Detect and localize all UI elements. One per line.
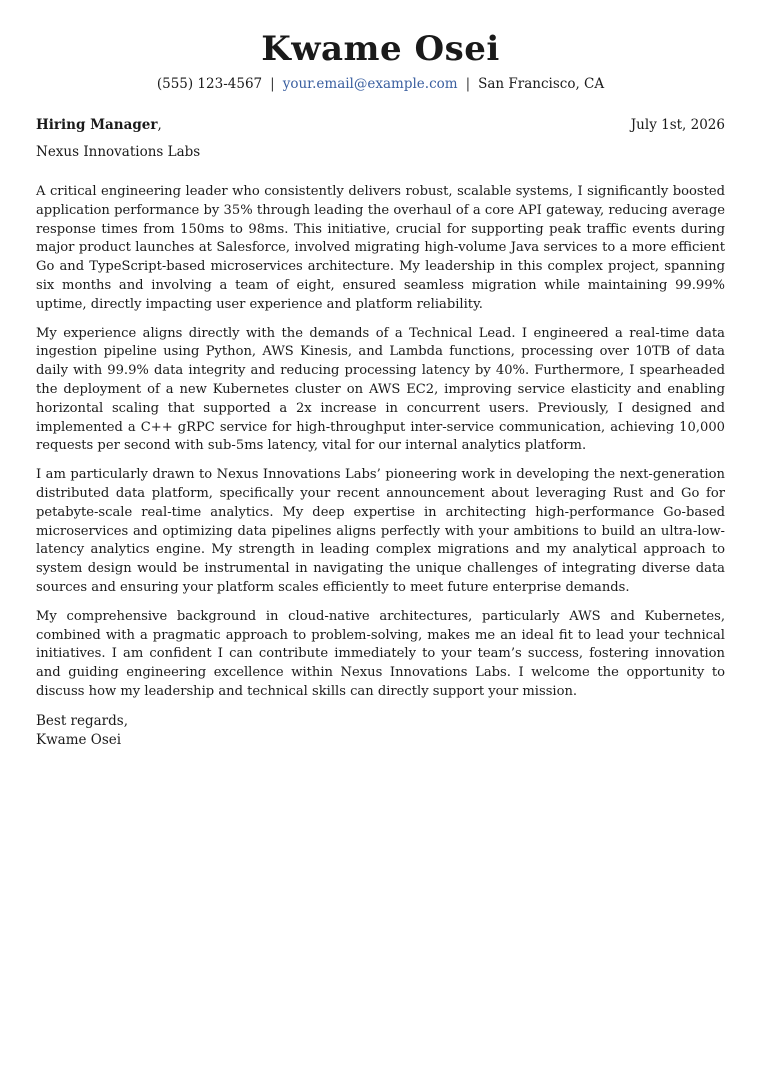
signature-name: Kwame Osei	[36, 731, 122, 748]
contact-separator: |	[465, 76, 471, 92]
email-link[interactable]: your.email@example.com	[282, 76, 458, 92]
recipient-date-row	[36, 116, 725, 134]
salutation	[36, 116, 162, 134]
letter-body	[36, 183, 725, 702]
contact-separator: |	[270, 76, 275, 92]
phone-number: (555) 123-4567	[156, 76, 263, 92]
letter-date: July 1st, 2026	[630, 117, 725, 133]
closing-block	[36, 712, 725, 750]
body-paragraph: I am particularly drawn to Nexus Innovations Labs’ pioneering work in developing the next-generation distributed data platform, specifically your recent announcement about leveraging Rust and Go for petabyte-scale real-time analytics. My deep expertise in architecting high-performance Go-based microservices and optimizing data pipelines aligns perfectly with your ambitions to build an ultra-low-latency analytics engine. My strength in leading complex migrations and my analytical approach to system design would be instrumental in navigating the unique challenges of integrating diverse data sources and ensuring your platform scales efficiently to meet future enterprise demands.	[36, 467, 725, 595]
location: San Francisco, CA	[478, 76, 605, 92]
body-paragraph: My comprehensive background in cloud-native architectures, particularly AWS and Kubernetes, combined with a pragmatic approach to problem-solving, makes me an ideal fit to lead your technical initiatives. I am confident I can contribute immediately to your team’s success, fostering innovation and guiding engineering excellence within Nexus Innovations Labs. I welcome the opportunity to discuss how my leadership and technical skills can directly support your mission.	[36, 608, 725, 699]
company-name: Nexus Innovations Labs	[36, 144, 201, 160]
body-paragraph: My experience aligns directly with the demands of a Technical Lead. I engineered a real-time data ingestion pipeline using Python, AWS Kinesis, and Lambda functions, processing over 10TB of data daily with 99.9% data integrity and reducing processing latency by 40%. Furthermore, I spearheaded the deployment of a new Kubernetes cluster on AWS EC2, improving service elasticity and enabling horizontal scaling that supported a 2x increase in concurrent users. Previously, I designed and implemented a C++ gRPC service for high-throughput inter-service communication, achieving 10,000 requests per second with sub-5ms latency, vital for our internal analytics platform.	[36, 325, 725, 454]
body-paragraph: A critical engineering leader who consistently delivers robust, scalable systems, I significantly boosted application performance by 35% through leading the overhaul of a core API gateway, reducing average response times from 150ms to 98ms. This initiative, crucial for supporting peak traffic events during major product launches at Salesforce, involved migrating high-volume Java services to a more efficient Go and TypeScript-based microservices architecture. My leadership in this complex project, spanning six months and involving a team of eight, ensured seamless migration while maintaining 99.99% uptime, directly impacting user experience and platform reliability.	[36, 184, 725, 312]
applicant-name: Kwame Osei	[261, 29, 500, 69]
salutation-name: Hiring Manager	[36, 117, 158, 133]
contact-line	[36, 75, 725, 93]
cover-letter-page	[36, 0, 725, 750]
salutation-punct: ,	[157, 117, 162, 133]
sign-off: Best regards,	[36, 712, 129, 729]
